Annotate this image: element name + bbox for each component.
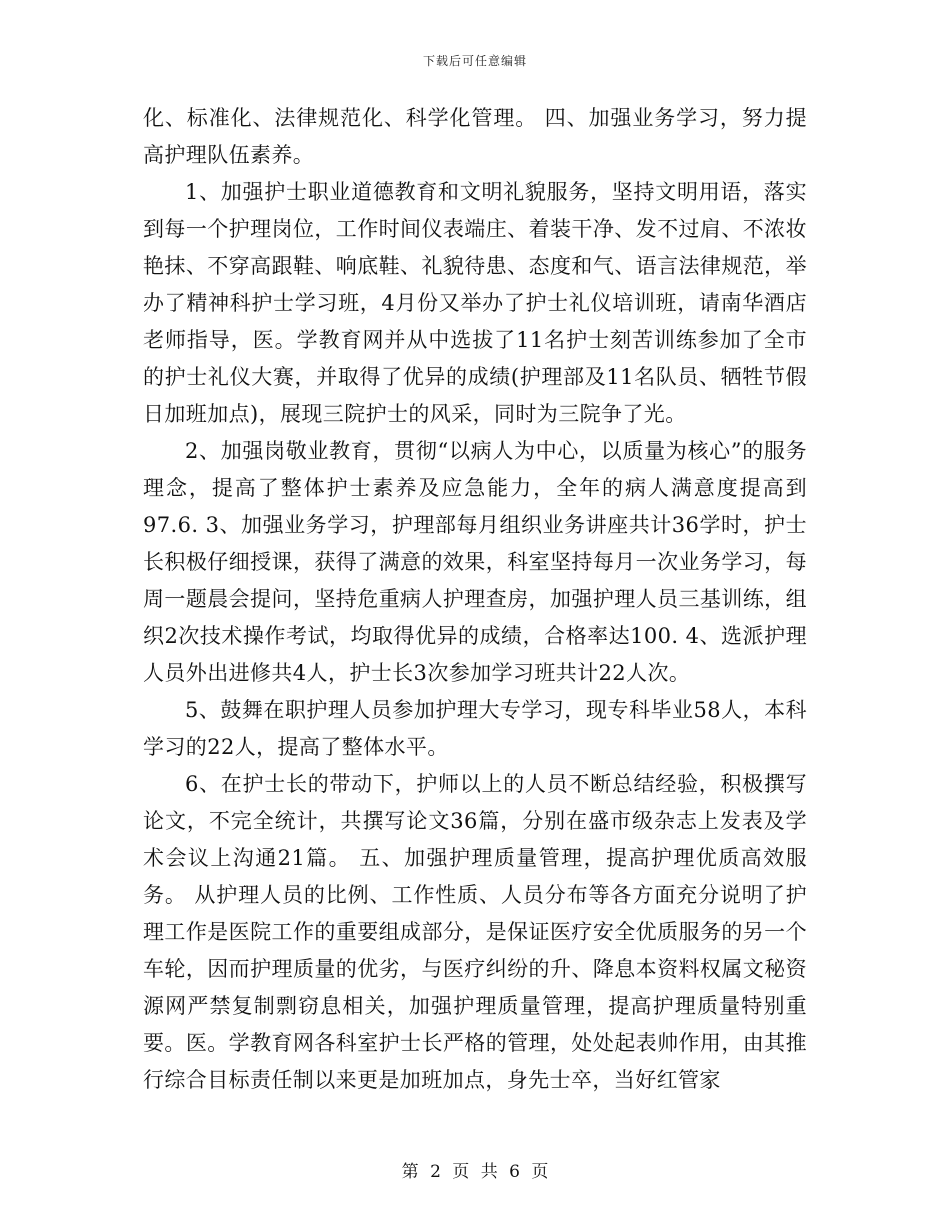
paragraph-item-2: 2、加强岗敬业教育，贯彻“以病人为中心，以质量为核心”的服务理念，提高了整体护士素养及应急能力，全年的病人满意度提高到97.6. 3、加强业务学习，护理部每月组织业务讲座共计36学时，护士长积极仔细授课，获得了满意的效果，科室坚持每月一次业务学习，每周一题晨会提问，坚持危重病人护理查房，加强护理人员三基训练，组织2次技术操作考试，均取得优异的成绩，合格率达100. 4、选派护理人员外出进修共4人，护士长3次参加学习班共计22人次。 xyxy=(143,439,807,685)
paragraph-item-1: 1、加强护士职业道德教育和文明礼貌服务，坚持文明用语，落实到每一个护理岗位，工作时间仪表端庄、着装干净、发不过肩、不浓妆艳抹、不穿高跟鞋、响底鞋、礼貌待患、态度和气、语言法律规范，举办了精神科护士学习班，4月份又举办了护士礼仪培训班，请南华酒店老师指导，医。学教育网并从中选拔了11名护士刻苦训练参加了全市的护士礼仪大赛，并取得了优异的成绩(护理部及11名队员、牺牲节假日加班加点)，展现三院护士的风采，同时为三院争了光。 xyxy=(143,180,807,426)
page-number-footer: 第 2 页 共 6 页 xyxy=(401,1162,549,1182)
paragraph-continuation: 化、标准化、法律规范化、科学化管理。 四、加强业务学习，努力提高护理队伍素养。 xyxy=(143,106,807,167)
page-header-note: 下载后可任意编辑 xyxy=(422,54,527,68)
paragraph-item-5: 5、鼓舞在职护理人员参加护理大专学习，现专科毕业58人，本科学习的22人，提高了整体水平。 xyxy=(143,698,807,759)
paragraph-item-6: 6、在护士长的带动下，护师以上的人员不断总结经验，积极撰写论文，不完全统计，共撰写论文36篇，分别在盛市级杂志上发表及学术会议上沟通21篇。 五、加强护理质量管理，提高护理优质高效服务。 从护理人员的比例、工作性质、人员分布等各方面充分说明了护理工作是医院工作的重要组成部分，是保证医疗安全优质服务的另一个车轮，因而护理质量的优劣，与医疗纠纷的升、降息本资料权属文秘资源网严禁复制剽窃息相关，加强护理质量管理，提高护理质量特别重要。医。学教育网各科室护士长严格的管理，处处起表帅作用，由其推行综合目标责任制以来更是加班加点，身先士卒，当好红管家 xyxy=(143,772,807,1092)
document-body xyxy=(143,100,807,1099)
